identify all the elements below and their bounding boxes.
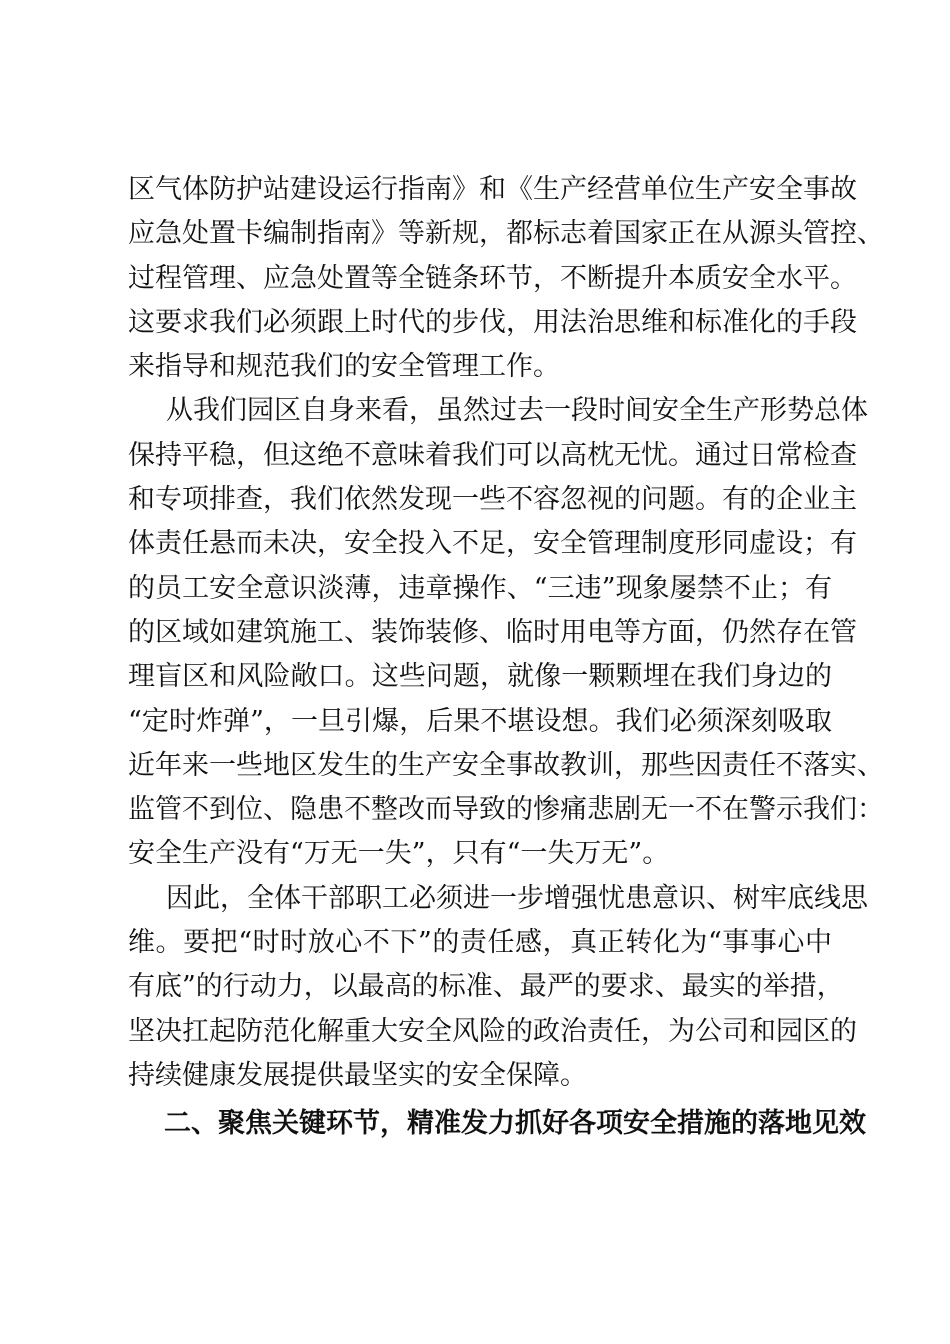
section-heading: 二、聚焦关键环节，精准发力抓好各项安全措施的落地见效	[164, 1108, 866, 1140]
text-line: 坚决扛起防范化解重大安全风险的政治责任，为公司和园区的	[128, 1015, 857, 1047]
text-line: 维。要把“时时放心不下”的责任感，真正转化为“事事心中	[128, 927, 832, 959]
text-line: 应急处置卡编制指南》等新规，都标志着国家正在从源头管控、	[128, 218, 884, 250]
text-line: “定时炸弹”，一旦引爆，后果不堪设想。我们必须深刻吸取	[128, 705, 832, 737]
text-line: 近年来一些地区发生的生产安全事故教训，那些因责任不落实、	[128, 749, 884, 781]
text-line: 来指导和规范我们的安全管理工作。	[128, 351, 560, 383]
document-body	[128, 168, 884, 1147]
text-line: 从我们园区自身来看，虽然过去一段时间安全生产形势总体	[166, 395, 868, 427]
text-line: 理盲区和风险敞口。这些问题，就像一颗颗埋在我们身边的	[128, 661, 832, 693]
text-line: 过程管理、应急处置等全链条环节，不断提升本质安全水平。	[128, 262, 857, 294]
text-line: 的区域如建筑施工、装饰装修、临时用电等方面，仍然存在管	[128, 616, 857, 648]
text-line: 因此，全体干部职工必须进一步增强忧患意识、树牢底线思	[166, 882, 868, 914]
text-line: 这要求我们必须跟上时代的步伐，用法治思维和标准化的手段	[128, 306, 857, 338]
text-line: 监管不到位、隐患不整改而导致的惨痛悲剧无一不在警示我们：	[128, 794, 884, 826]
text-line: 的员工安全意识淡薄，违章操作、“三违”现象屡禁不止；有	[128, 572, 832, 604]
paragraph-3	[128, 877, 868, 1098]
text-line: 持续健康发展提供最坚实的安全保障。	[128, 1059, 587, 1091]
text-line: 保持平稳，但这绝不意味着我们可以高枕无忧。通过日常检查	[128, 439, 857, 471]
text-line: 区气体防护站建设运行指南》和《生产经营单位生产安全事故	[128, 174, 857, 205]
text-line: 体责任悬而未决，安全投入不足，安全管理制度形同虚设；有	[128, 528, 857, 560]
text-line: 有底”的行动力，以最高的标准、最严的要求、最实的举措，	[128, 971, 844, 1003]
text-line: 和专项排查，我们依然发现一些不容忽视的问题。有的企业主	[128, 484, 857, 516]
text-line: 安全生产没有“万无一失”，只有“一失万无”。	[128, 838, 670, 870]
paragraph-2	[128, 389, 884, 876]
paragraph-1	[128, 168, 884, 389]
